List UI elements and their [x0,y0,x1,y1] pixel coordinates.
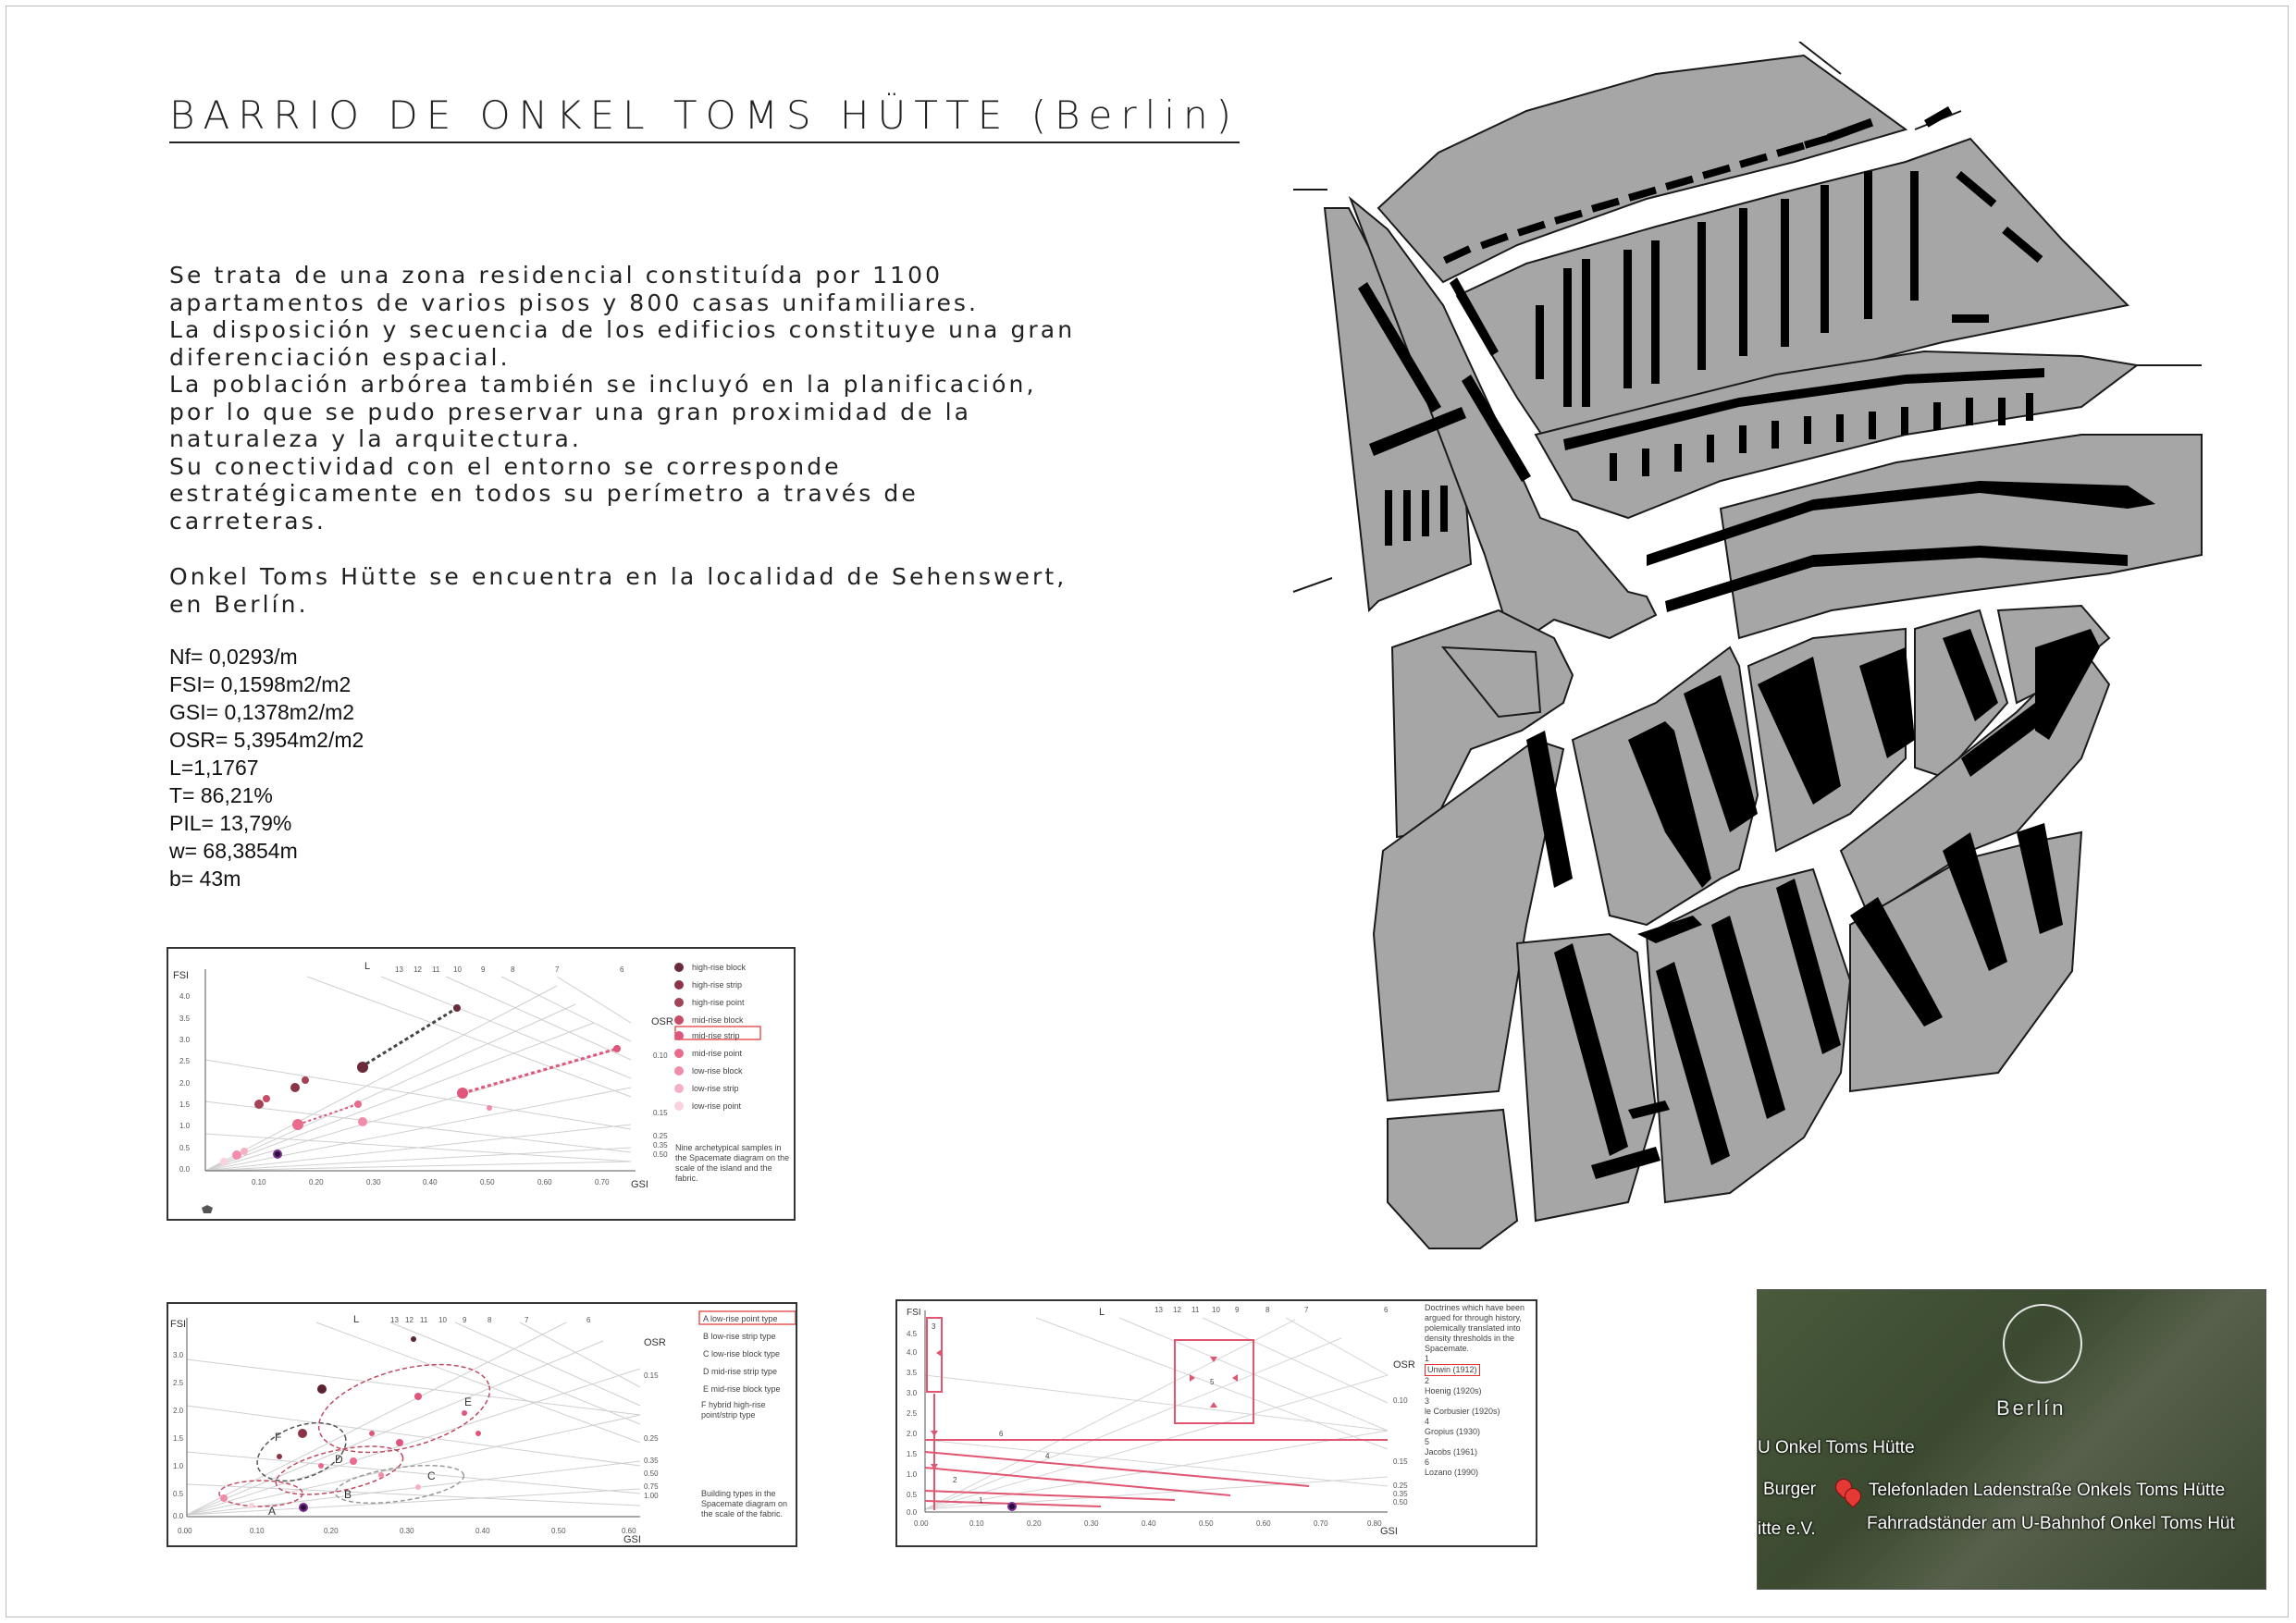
chart2-guides [187,1322,640,1515]
chart1-gsi-label: GSI [631,1179,648,1190]
building [1781,199,1789,347]
tick: 0.0 [173,1512,184,1520]
cluster-label: B [344,1488,352,1501]
zone-label: 1 [979,1496,983,1505]
tick: 3.5 [907,1369,918,1377]
point [318,1463,324,1469]
chart2-gsi-label: GSI [623,1534,641,1545]
chart3-x-ticks [914,1519,1382,1528]
doctrine-number: 4 [1425,1417,1430,1426]
doctrine-number: 5 [1425,1437,1430,1446]
chart1-trend-low [298,1104,358,1125]
zone-label: 2 [953,1476,957,1484]
chart2-l-ticks [390,1316,591,1324]
tick: 13 [390,1316,399,1324]
study-area-point [274,1150,281,1158]
legend-label: low-rise strip [692,1084,739,1093]
block [1721,435,2202,638]
doctrine-name: Jacobs (1961) [1425,1447,1478,1457]
building [1933,402,1941,430]
chart3-legend [1425,1303,1536,1478]
building [1910,171,1919,301]
chart3-note: Doctrines which have been argued for through history, polemically translated into density thresholds in the Spacemate. [1425,1303,1525,1353]
page-title: BARRIO DE ONKEL TOMS HÜTTE (Berlin) [169,92,1240,143]
point [415,1484,421,1490]
tick: 0.30 [366,1178,381,1187]
city-marker [2003,1304,2082,1383]
tick: 13 [1154,1306,1163,1314]
tick: 0.20 [324,1527,339,1535]
cluster-label: C [427,1469,436,1482]
legend-label: A low-rise point type [703,1314,778,1323]
tick: 0.00 [914,1519,929,1528]
tick: 8 [511,965,515,974]
tick: 0.15 [1393,1457,1408,1466]
cluster-label: E [464,1396,473,1408]
legend-swatch [674,1066,684,1076]
tick: 11 [1191,1306,1200,1314]
point [475,1431,481,1436]
chart3-fsi-label: FSI [907,1308,921,1318]
building [1642,449,1649,476]
arrow-left-icon [1232,1374,1238,1382]
tick: 2.0 [173,1407,184,1415]
tick: 3.0 [179,1036,191,1044]
tick: 0.0 [907,1508,918,1517]
point [277,1454,282,1459]
chart3-arrows [931,1349,1238,1469]
chart1-note: Nine archetypical samples in the Spacemate diagram on the scale of the island and the fabric. [675,1143,790,1183]
point [457,1088,468,1099]
doctrine-number: 6 [1425,1457,1430,1467]
tick: 0.80 [1367,1519,1382,1528]
legend-label: E mid-rise block type [703,1384,781,1394]
chart1-svg [168,949,796,1221]
site-plan-map [1290,42,2216,1262]
pentagon-icon [202,1205,213,1213]
legend-swatch [674,963,684,972]
tick: 0.70 [595,1178,610,1187]
chart3-gsi-label: GSI [1380,1526,1398,1537]
legend-label: D mid-rise strip type [703,1367,778,1376]
building [1804,416,1811,444]
chart3-osr-ticks [1393,1396,1408,1506]
building [1739,208,1747,356]
location-line: Onkel Toms Hütte se encuentra en la localidad de Sehenswert, [169,563,1068,590]
point [358,1117,367,1126]
tick: 9 [481,965,486,974]
arrow-down-icon [931,1431,938,1436]
map-label[interactable]: Burger [1763,1480,1817,1499]
point [317,1384,327,1394]
point [354,1100,362,1108]
building [1651,240,1660,384]
tick: 12 [414,965,422,974]
building [1440,486,1448,532]
tick: 0.50 [644,1469,659,1478]
tick: 0.35 [1393,1490,1408,1498]
tick: 0.50 [1393,1498,1408,1506]
tick: 0.35 [653,1141,668,1150]
tick: 0.5 [179,1144,191,1152]
tick: 2.5 [179,1057,191,1065]
block [1517,934,1656,1221]
point [411,1336,416,1342]
doctrine-name: Lozano (1990) [1425,1468,1479,1477]
tick: 0.60 [1256,1519,1271,1528]
building [1864,171,1872,319]
tick: 8 [1265,1306,1270,1314]
description-line: diferenciación espacial. [169,343,511,371]
road-edge [1293,578,1332,592]
point [369,1431,375,1436]
building [1771,421,1779,449]
arrow-up-icon [1210,1402,1217,1408]
zone-label: 4 [1045,1452,1050,1460]
building [1901,407,1908,435]
point [350,1457,357,1465]
metric-pil: PIL= 13,79% [169,811,292,835]
chart1-x-ticks [252,1178,610,1187]
point [453,1004,461,1012]
tick: 13 [395,965,403,974]
chart1-guides [205,977,631,1171]
tick: 0.15 [653,1109,668,1117]
chart3-l-ticks [1154,1306,1389,1314]
tick: 0.15 [644,1371,659,1380]
tick: 0.20 [1027,1519,1042,1528]
tick: 0.10 [969,1519,984,1528]
doctrine-name: le Corbusier (1920s) [1425,1407,1500,1416]
tick: 0.00 [178,1527,192,1535]
point [254,1100,264,1109]
tick: 0.10 [252,1178,266,1187]
zone-label: 5 [1210,1378,1215,1386]
description-line: por lo que se pudo preservar una gran proximidad de la [169,398,972,425]
legend-swatch [674,980,684,990]
building [1582,259,1590,407]
chart2-legend [699,1311,796,1394]
point [241,1148,248,1155]
cluster-label: A [268,1505,277,1518]
point [298,1429,307,1438]
tick: 4.0 [179,992,191,1001]
chart2-l-label: L [353,1314,360,1325]
doctrine-name: Unwin (1912) [1425,1364,1480,1376]
point [357,1062,368,1073]
tick: 0.35 [644,1457,659,1465]
description-line: estratégicamente en todos su perímetro a través de [169,480,919,507]
building [1610,453,1617,481]
legend-swatch [674,998,684,1007]
city-label: Berlín [1996,1396,2067,1420]
point [487,1105,492,1111]
building [1739,425,1747,453]
satellite-map[interactable] [1757,1289,2266,1590]
point [220,1494,228,1502]
tick: 7 [555,965,560,974]
point [302,1076,309,1084]
doctrine-number: 3 [1425,1396,1430,1406]
chart2-y-ticks [173,1351,184,1520]
tick: 3.5 [179,1014,191,1023]
tick: 3.0 [907,1389,918,1397]
tick: 0.70 [1314,1519,1328,1528]
legend-swatch [674,1015,684,1025]
legend-label: high-rise strip [692,980,743,990]
description-line: carreteras. [169,507,327,535]
metric-gsi: GSI= 0,1378m2/m2 [169,700,355,724]
legend-swatch [674,1101,684,1111]
map-label[interactable]: U Onkel Toms Hütte [1758,1438,1915,1457]
tick: 0.40 [475,1527,490,1535]
chart2-osr-ticks [644,1371,659,1500]
point [249,1503,254,1508]
chart1-osr-ticks [653,1051,668,1159]
tick: 7 [1304,1306,1309,1314]
map-label[interactable]: Fahrradständer am U-Bahnhof Onkel Toms Hüt [1867,1514,2235,1533]
building [1966,398,1973,425]
cluster-b [219,1481,302,1506]
map-label[interactable]: Telefonladen Ladenstraße Onkels Toms Hütte [1869,1481,2226,1500]
tick: 1.5 [907,1450,918,1458]
spacemate-chart-building-types [167,1302,797,1547]
doctrine-number: 2 [1425,1376,1430,1385]
tick: 0.10 [653,1051,668,1060]
tick: 2.5 [173,1379,184,1387]
chart3-y-ticks [907,1330,918,1517]
point [263,1095,270,1102]
doctrine-name: Gropius (1930) [1425,1427,1481,1436]
tick: 1.0 [173,1462,184,1470]
tick: 12 [405,1316,414,1324]
description-line: apartamentos de varios pisos y 800 casas unifamiliares. [169,289,980,316]
tick: 9 [1235,1306,1240,1314]
tick: 0.40 [1142,1519,1156,1528]
study-area-point [300,1504,307,1511]
zone-line [925,1468,1230,1495]
chart2-cluster-labels [268,1396,472,1518]
chart1-trend-high [361,1008,457,1067]
building [1952,314,1989,323]
legend-label: mid-rise strip [692,1031,740,1040]
tick: 0.25 [644,1434,659,1443]
description-line: naturaleza y la arquitectura. [169,425,582,452]
metric-osr: OSR= 5,3954m2/m2 [169,728,364,752]
tick: 1.0 [907,1470,918,1479]
chart1-trend-mid [463,1049,617,1093]
tick: 3.0 [173,1351,184,1359]
metric-b: b= 43m [169,867,241,891]
tick: 0.30 [400,1527,414,1535]
chart1-fsi-label: FSI [173,970,190,981]
chart3-guides [925,1318,1388,1509]
tick: 7 [525,1316,529,1324]
metric-w: w= 68,3854m [169,839,298,863]
tick: 6 [1384,1306,1389,1314]
arrow-left-icon [936,1349,942,1357]
building [1707,435,1714,462]
arrow-down-icon [1210,1357,1217,1362]
point [220,1158,228,1165]
zone-line [925,1452,1309,1486]
cluster-label: D [335,1453,343,1466]
block [1388,1110,1517,1248]
tick: 6 [586,1316,591,1324]
doctrine-number: 1 [1425,1354,1430,1363]
legend-label: high-rise block [692,963,747,972]
building [1623,250,1632,388]
legend-label: B low-rise strip type [703,1332,776,1341]
building [1821,185,1829,333]
arrow-right-icon [1190,1374,1195,1382]
chart2-note: Building types in the Spacemate diagram on the scale of the fabric. [701,1489,788,1518]
tick: 0.75 [644,1482,659,1491]
chart3-osr-label: OSR [1393,1359,1415,1371]
legend-label: low-rise block [692,1066,743,1076]
doctrine-name: Hoenig (1920s) [1425,1386,1482,1396]
point [462,1410,467,1416]
building [1422,490,1429,536]
map-label[interactable]: itte e.V. [1758,1519,1816,1539]
legend-label: low-rise point [692,1101,742,1111]
building [1836,414,1844,442]
tick: 8 [488,1316,492,1324]
description-line: Su conectividad con el entorno se corresponde [169,452,842,480]
point [396,1439,403,1446]
tick: 0.5 [907,1491,918,1499]
building [1674,444,1682,472]
point [292,1119,303,1130]
legend-swatch [674,1049,684,1058]
chart1-y-ticks [179,992,191,1174]
tick: 0.50 [551,1527,566,1535]
chart2-svg [168,1304,797,1547]
metric-t: T= 86,21% [169,783,273,807]
tick: 0.50 [1199,1519,1214,1528]
metric-fsi: FSI= 0,1598m2/m2 [169,672,352,696]
chart3-zone-labels [932,1322,1215,1505]
tick: 0.20 [309,1178,324,1187]
tick: 2.5 [907,1409,918,1418]
tick: 6 [620,965,624,974]
tick: 9 [463,1316,467,1324]
tick: 10 [1212,1306,1220,1314]
study-area-point [1008,1503,1016,1510]
building [1998,398,2006,425]
chart1-osr-label: OSR [651,1016,673,1027]
tick: 10 [438,1316,447,1324]
point [232,1150,241,1160]
description-line: Se trata de una zona residencial constituída por 1100 [169,262,944,289]
spacemate-chart-doctrines [895,1299,1537,1547]
tick: 0.25 [1393,1482,1408,1490]
tick: 0.0 [179,1165,191,1174]
building [2026,393,2033,421]
tick: 4.0 [907,1348,918,1357]
tick: 0.60 [537,1178,552,1187]
legend-label: C low-rise block type [703,1349,781,1359]
zone-label: 3 [932,1322,936,1331]
tick: 10 [453,965,462,974]
building [1385,490,1392,546]
tick: 2.0 [179,1079,191,1088]
point [414,1393,422,1400]
cluster-label: F [275,1431,282,1444]
zone-box [1175,1340,1253,1423]
location-line: en Berlín. [169,590,309,618]
legend-swatch [674,1084,684,1093]
zone-label: 6 [999,1430,1004,1438]
chart2-x-ticks [178,1527,636,1535]
tick: 1.5 [173,1434,184,1443]
tick: 11 [420,1316,428,1324]
legend-label: mid-rise block [692,1015,744,1025]
tick: 11 [432,965,440,974]
tick: 1.0 [179,1122,191,1130]
description-line: La disposición y secuencia de los edificios constituye una gran [169,316,1076,343]
legend-label: mid-rise point [692,1049,743,1058]
legend-label: high-rise point [692,998,745,1007]
building [1536,305,1544,379]
tick: 0.25 [653,1132,668,1140]
chart1-l-ticks [395,965,624,974]
tick: 2.0 [907,1430,918,1438]
metric-l: L=1,1767 [169,756,259,780]
chart2-osr-label: OSR [644,1337,666,1348]
chart2-fsi-label: FSI [170,1319,187,1330]
tick: 0.10 [1393,1396,1408,1405]
tick: 0.40 [423,1178,438,1187]
building [1403,490,1411,541]
legend-label: F hybrid high-rise point/strip type [701,1400,766,1420]
tick: 0.50 [653,1150,668,1159]
tick: 0.5 [173,1490,184,1498]
tick: 0.60 [622,1527,636,1535]
tick: 1.5 [179,1100,191,1109]
building [1869,412,1876,439]
chart3-l-label: L [1099,1307,1105,1318]
chart3-svg [897,1301,1537,1547]
point [613,1045,621,1052]
building [1563,268,1572,407]
description [169,262,1141,618]
spacemate-chart-archetypes [167,947,796,1221]
tick: 4.5 [907,1330,918,1338]
legend-swatch [674,1031,684,1040]
chart1-legend [674,963,760,1111]
chart1-l-label: L [364,961,371,972]
point [290,1083,300,1092]
tick: 12 [1173,1306,1181,1314]
metrics-list [169,643,364,892]
metric-nf: Nf= 0,0293/m [169,645,298,669]
tick: 0.10 [250,1527,265,1535]
tick: 0.50 [480,1178,495,1187]
building [1697,222,1706,370]
description-line: La población arbórea también se incluyó en la planificación, [169,371,1037,398]
point [378,1472,384,1478]
tick: 0.30 [1084,1519,1099,1528]
tick: 1.00 [644,1492,659,1500]
